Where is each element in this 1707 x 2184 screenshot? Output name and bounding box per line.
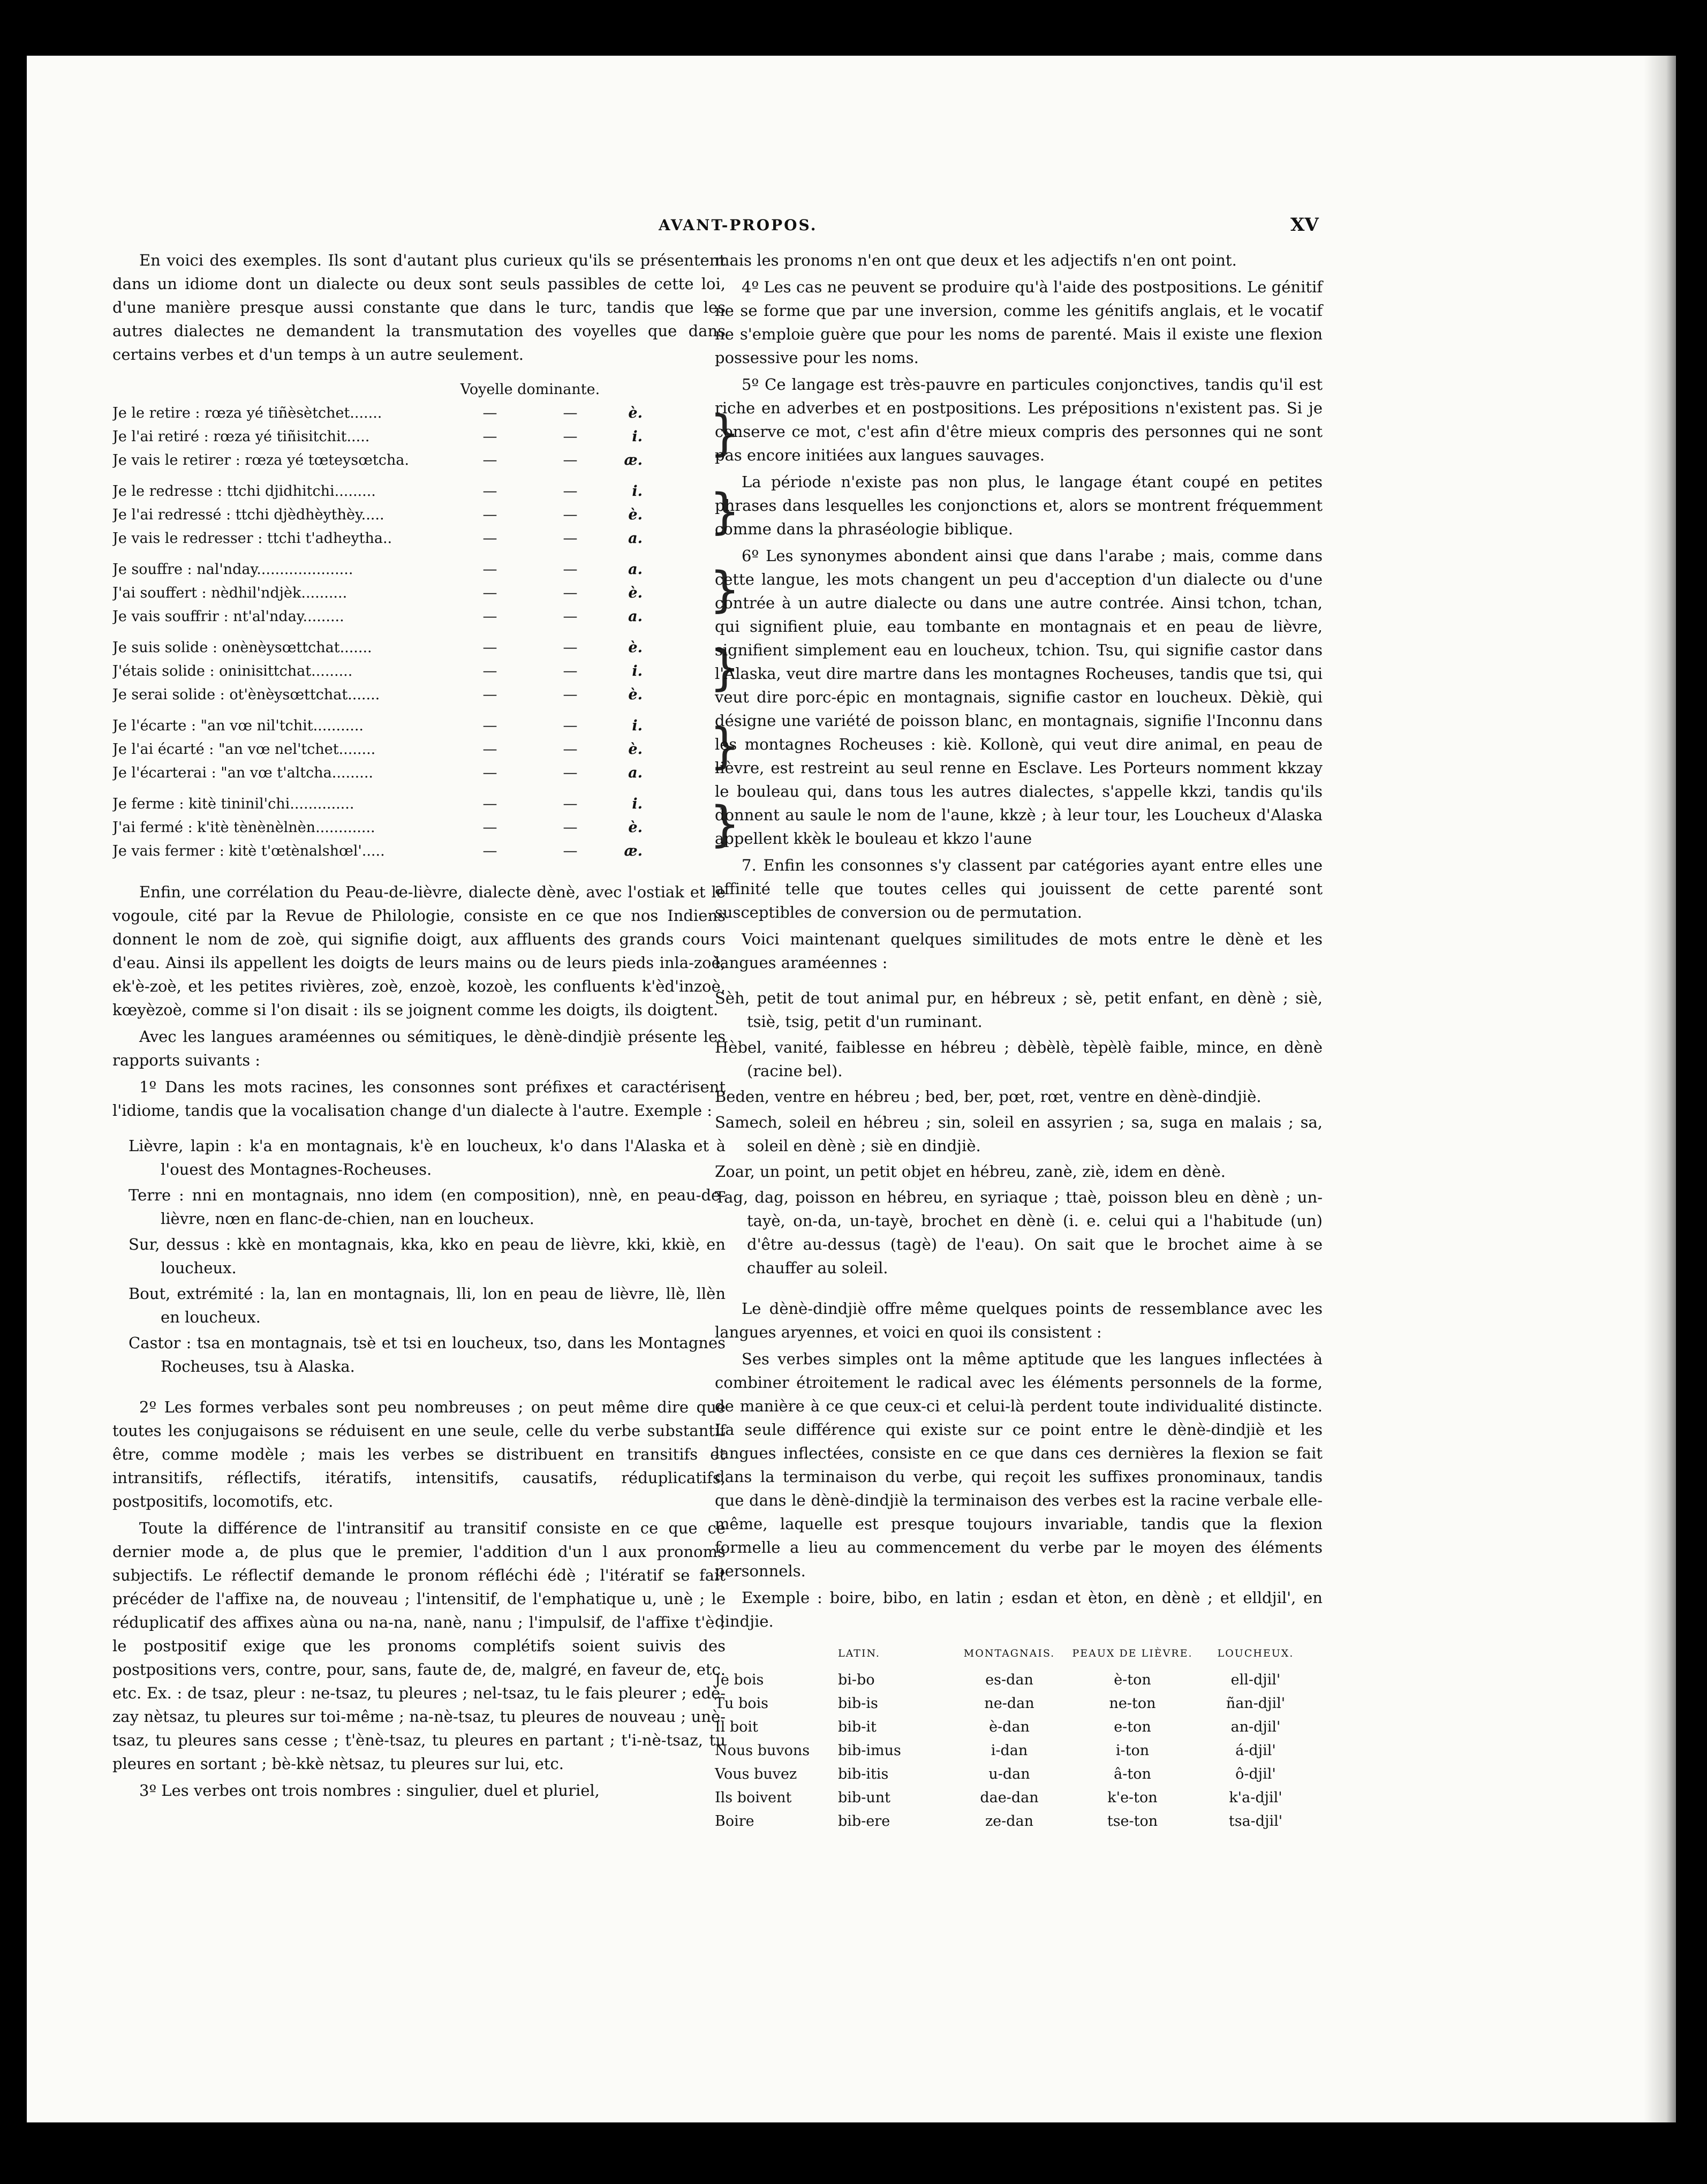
ditto-mark: — (563, 585, 578, 601)
vowel-example-line (112, 816, 709, 840)
dominant-vowel: i. (632, 663, 643, 679)
example-text: Je vais fermer : kitè t'œtènalshœl'..... (112, 843, 385, 859)
brace-mark: } (709, 640, 741, 696)
table-cell: ze-dan (985, 1813, 1034, 1830)
table-cell: Il boit (715, 1719, 758, 1735)
table-cell: Tu bois (715, 1695, 769, 1712)
table-cell: ô-djil' (1235, 1766, 1276, 1782)
similitude-entry: Sèh, petit de tout animal pur, en hébreux ; sè, petit enfant, en dènè ; siè, tsiè, tsig, petit d'un ruminant. (715, 989, 1323, 1031)
running-header (27, 216, 1676, 248)
brace-mark: } (709, 796, 741, 852)
dominant-vowel: i. (632, 717, 643, 734)
vowel-example-line (112, 581, 709, 605)
table-cell: Vous buvez (715, 1766, 797, 1782)
lexicon-entry: Sur, dessus : kkè en montagnais, kka, kko en peau de lièvre, kki, kkiè, en loucheux. (129, 1235, 726, 1277)
table-header-cell (715, 1642, 838, 1668)
dominant-vowel: æ. (624, 452, 643, 468)
similitude-entry: Hèbel, vanité, faiblesse en hébreu ; dèbèlè, tèpèlè faible, mince, en dènè (racine bel). (715, 1038, 1323, 1080)
table-cell: an-djil' (1230, 1719, 1281, 1735)
brace-mark: } (709, 483, 741, 540)
example-text: Je vais le retirer : rœza yé tœteysœtcha. (112, 452, 409, 468)
example-text: Je serai solide : ot'ènèysœttchat....... (112, 686, 380, 703)
table-cell: ell-djil' (1230, 1672, 1281, 1688)
dominant-vowel: è. (628, 741, 643, 758)
example-text: Je l'ai écarté : "an vœ nel'tchet........ (112, 741, 376, 758)
right-column (715, 248, 1323, 1833)
ditto-mark: — (482, 741, 497, 758)
table-cell: Je bois (715, 1672, 764, 1688)
vowel-group (112, 636, 741, 707)
table-cell: bib-unt (838, 1789, 890, 1806)
periode-paragraph: La période n'existe pas non plus, le langage étant coupé en petites phrases dans lesquelles les conjonctions et, alors se montrent fréquemment comme dans la phraséologie biblique. (715, 473, 1323, 538)
vowel-group (112, 714, 741, 785)
table-cell: ne-dan (984, 1695, 1034, 1712)
vowel-example-line (112, 449, 709, 472)
lexicon-list (112, 1134, 726, 1378)
example-text: Je l'ai redressé : ttchi djèdhèythèy..... (112, 507, 384, 523)
ditto-mark: — (482, 561, 497, 578)
similitudes-list (715, 986, 1323, 1280)
table-cell: es-dan (985, 1672, 1033, 1688)
point-3-paragraph: 3º Les verbes ont trois nombres : singulier, duel et pluriel, (139, 1781, 600, 1800)
dominant-vowel: a. (628, 530, 643, 547)
table-cell: k'a-djil' (1229, 1789, 1282, 1806)
similitude-entry: Beden, ventre en hébreu ; bed, ber, pœt, rœt, ventre en dènè-dindjiè. (715, 1087, 1262, 1106)
ditto-mark: — (563, 507, 578, 523)
dominant-vowel: a. (628, 765, 643, 781)
table-cell: Boire (715, 1813, 754, 1830)
example-paragraph: Exemple : boire, bibo, en latin ; esdan et èton, en dènè ; et elldjil', en dindjie. (715, 1589, 1323, 1630)
dominant-vowel: è. (628, 405, 643, 421)
table-cell: á-djil' (1235, 1742, 1276, 1759)
vowel-example-line (112, 605, 709, 629)
ditto-mark: — (563, 717, 578, 734)
similitudes-intro: Voici maintenant quelques similitudes de mots entre le dènè et les langues araméennes : (715, 930, 1323, 972)
vowel-example-line (112, 558, 709, 581)
ditto-mark: — (563, 530, 578, 547)
intro-paragraph: En voici des exemples. Ils sont d'autant plus curieux qu'ils se présentent dans un idiome dont un dialecte ou deux sont seuls passibles de cette loi, d'une manière presque aussi constante que dans le turc, tandis que les autres dialectes ne demandent la transmutation des voyelles que dans certains verbes et d'un temps à un autre seulement. (112, 251, 726, 364)
vowel-header-row (112, 378, 726, 402)
example-text: Je le redresse : ttchi djidhitchi......... (112, 483, 376, 500)
dominant-vowel: è. (628, 507, 643, 523)
table-header-cell: MONTAGNAIS. (963, 1648, 1055, 1659)
ditto-mark: — (563, 405, 578, 421)
vowel-example-line (112, 503, 709, 527)
dominant-vowel: è. (628, 686, 643, 703)
page-number: XV (1290, 214, 1319, 236)
vowel-group-lines (112, 480, 709, 550)
vowel-group-lines (112, 558, 709, 629)
similitude-entry: Tag, dag, poisson en hébreu, en syriaque ; ttaè, poisson bleu en dènè ; un-tayè, on-da, un-tayè, brochet en dènè (i. e. celui qui a l'habitude (un) d'être au-dessus (tagè) de l'eau). On sait que le brochet aime à se chauffer au soleil. (715, 1188, 1323, 1277)
ditto-mark: — (563, 819, 578, 836)
ditto-mark: — (563, 741, 578, 758)
lexicon-entry: Castor : tsa en montagnais, tsè et tsi en loucheux, tso, dans les Montagnes Rocheuses, tsu à Alaska. (129, 1334, 726, 1376)
ditto-mark: — (482, 483, 497, 500)
table-cell: i-ton (1115, 1742, 1150, 1759)
table-row (715, 1739, 1323, 1763)
dominant-vowel: i. (632, 483, 643, 500)
ditto-mark: — (482, 507, 497, 523)
ditto-mark: — (482, 819, 497, 836)
table-cell: bib-itis (838, 1766, 889, 1782)
ditto-mark: — (563, 639, 578, 656)
table-cell: è-ton (1114, 1672, 1151, 1688)
example-text: Je souffre : nal'nday..................... (112, 561, 353, 578)
vowel-group (112, 792, 741, 863)
table-cell: bib-is (838, 1695, 878, 1712)
vowel-group-lines (112, 402, 709, 472)
table-cell: bib-imus (838, 1742, 901, 1759)
dominant-vowel: è. (628, 639, 643, 656)
ditto-mark: — (482, 639, 497, 656)
vowel-example-line (112, 636, 709, 660)
ditto-mark: — (563, 428, 578, 445)
ditto-mark: — (482, 686, 497, 703)
vowel-example-line (112, 660, 709, 683)
table-header-row (715, 1642, 1323, 1668)
vowel-group-lines (112, 792, 709, 863)
verbs-paragraph: Ses verbes simples ont la même aptitude que les langues inflectées à combiner étroitement le radical avec les éléments personnels de la forme, de manière à ce que ceux-ci et celui-là perdent toute individualité distincte. La seule différence qui existe sur ce point entre le dènè-dindjiè et les langues inflectées, consiste en ce que dans ces dernières la flexion se fait dans la terminaison du verbe, qui reçoit les suffixes pronominaux, tandis que dans le dènè-dindjiè la terminaison des verbes est la racine verbale elle-même, laquelle est presque toujours invariable, tandis que la flexion formelle a lieu au commencement du verbe par le moyen des éléments personnels. (715, 1350, 1323, 1580)
ditto-mark: — (482, 428, 497, 445)
ditto-mark: — (563, 686, 578, 703)
scanned-page (27, 56, 1676, 2122)
vowel-example-line (112, 714, 709, 738)
ditto-mark: — (563, 483, 578, 500)
example-text: Je ferme : kitè tininil'chi.............. (112, 796, 354, 812)
lexicon-entry: Bout, extrémité : la, lan en montagnais, lli, lon en peau de lièvre, llè, llèn en loucheux. (129, 1284, 726, 1326)
table-cell: ñan-djil' (1226, 1695, 1286, 1712)
ditto-mark: — (563, 663, 578, 679)
table-cell: ne-ton (1109, 1695, 1156, 1712)
vowel-example-line (112, 840, 709, 863)
example-text: Je le retire : rœza yé tiñèsètchet....... (112, 405, 382, 421)
point-4-paragraph: 4º Les cas ne peuvent se produire qu'à l'aide des postpositions. Le génitif ne se forme que par une inversion, comme les génitifs anglais, et le vocatif ne s'emploie guère que pour les noms de parenté. Mais il existe une flexion possessive pour les noms. (715, 278, 1323, 367)
ditto-mark: — (482, 405, 497, 421)
dominant-vowel: i. (632, 796, 643, 812)
brace-mark: } (709, 562, 741, 618)
conjugation-table (715, 1642, 1323, 1833)
table-header-cell: LOUCHEUX. (1217, 1648, 1294, 1659)
table-header-cell: LATIN. (838, 1648, 880, 1659)
table-cell: tse-ton (1107, 1813, 1158, 1830)
dominant-vowel: a. (628, 561, 643, 578)
example-text: J'ai souffert : nèdhil'ndjèk.......... (112, 585, 348, 601)
similitude-entry: Samech, soleil en hébreu ; sin, soleil en assyrien ; sa, suga en malais ; sa, soleil en dènè ; siè en dindjiè. (715, 1113, 1323, 1155)
table-cell: bib-it (838, 1719, 877, 1735)
lexicon-entry: Lièvre, lapin : k'a en montagnais, k'è en loucheux, k'o dans l'Alaska et à l'ouest des Montagnes-Rocheuses. (129, 1137, 726, 1178)
header-title: AVANT-PROPOS. (659, 216, 818, 234)
point-7-paragraph: 7. Enfin les consonnes s'y classent par catégories ayant entre elles une affinité telle que toutes celles qui jouissent de cette parenté sont susceptibles de conversion ou de permutation. (715, 856, 1323, 921)
dominant-vowel: i. (632, 428, 643, 445)
dominant-vowel: a. (628, 608, 643, 625)
dominant-vowel: æ. (624, 843, 643, 859)
enfin-paragraph: Enfin, une corrélation du Peau-de-lièvre, dialecte dènè, avec l'ostiak et le vogoule, cité par la Revue de Philologie, consiste en ce que nos Indiens donnent le nom de zoè, qui signifie doigt, aux affluents des grands cours d'eau. Ainsi ils appellent les doigts de leurs mains ou de leurs pieds inla-zoè, ek'è-zoè, et les petites rivières, zoè, enzoè, kozoè, les confluents k'èd'inzoè, kœyèzoè, comme si l'on disait : ils se joignent comme les doigts, ils doigtent. (112, 883, 726, 1019)
vowel-header: Voyelle dominante. (460, 381, 600, 398)
example-text: Je l'écarterai : "an vœ t'altcha......... (112, 765, 374, 781)
example-text: Je l'ai retiré : rœza yé tiñisitchit..... (112, 428, 370, 445)
ditto-mark: — (563, 452, 578, 468)
lexicon-entry: Terre : nni en montagnais, nno idem (en composition), nnè, en peau-de-lièvre, nœn en flanc-de-chien, nan en loucheux. (129, 1186, 726, 1228)
table-cell: Nous buvons (715, 1742, 810, 1759)
vowel-group (112, 480, 741, 550)
ditto-mark: — (482, 843, 497, 859)
table-cell: è-dan (989, 1719, 1030, 1735)
table-row (715, 1668, 1323, 1692)
vowel-example-line (112, 402, 709, 425)
vowel-example-line (112, 480, 709, 503)
example-text: Je vais le redresser : ttchi t'adheytha.. (112, 530, 392, 547)
table-cell: â-ton (1114, 1766, 1151, 1782)
ditto-mark: — (482, 663, 497, 679)
point-2b-paragraph: Toute la différence de l'intransitif au transitif consiste en ce que ce dernier mode a, de plus que le premier, l'addition d'un l aux pronoms subjectifs. Le réflectif demande le pronom réfléchi édè ; l'itératif se fait précéder de l'affixe na, de nouveau ; l'intensitif, de l'emphatique u, unè ; le réduplicatif des affixes aùna ou na-na, nanè, nanu ; l'impulsif, de l'affixe t'è ; le postpositif exige que les pronoms complétifs soient suivis des postpositions vers, contre, pour, sans, faute de, de, malgré, en faveur de, etc. etc. Ex. : de tsaz, pleur : ne-tsaz, tu pleures ; nel-tsaz, tu le fais pleurer ; edè-zay nètsaz, tu pleures sur toi-même ; na-nè-tsaz, tu pleures de nouveau ; unè-tsaz, tu pleures sans cesse ; t'ènè-tsaz, tu pleures en partant ; t'i-nè-tsaz, tu pleures en sortant ; bè-kkè nètsaz, tu pleures sur lui, etc. (112, 1519, 726, 1773)
ditto-mark: — (563, 843, 578, 859)
example-text: J'étais solide : oninisittchat......... (112, 663, 353, 679)
table-row (715, 1716, 1323, 1739)
ditto-mark: — (482, 796, 497, 812)
ditto-mark: — (482, 765, 497, 781)
table-cell: e-ton (1114, 1719, 1151, 1735)
ditto-mark: — (563, 796, 578, 812)
vowel-example-line (112, 761, 709, 785)
vowel-example-line (112, 792, 709, 816)
vowel-group-lines (112, 636, 709, 707)
table-row (715, 1692, 1323, 1716)
page-edge-shadow (1644, 56, 1676, 2122)
vowel-example-line (112, 683, 709, 707)
brace-mark: } (709, 718, 741, 774)
ditto-mark: — (563, 765, 578, 781)
example-text: Je suis solide : onènèysœttchat....... (112, 639, 372, 656)
similitude-entry: Zoar, un point, un petit objet en hébreu, zanè, ziè, idem en dènè. (715, 1162, 1226, 1181)
ditto-mark: — (563, 561, 578, 578)
example-text: Je l'écarte : "an vœ nil'tchit........... (112, 717, 364, 734)
table-cell: Ils boivent (715, 1789, 792, 1806)
example-text: Je vais souffrir : nt'al'nday......... (112, 608, 344, 625)
table-cell: i-dan (991, 1742, 1028, 1759)
table-cell: bib-ere (838, 1813, 890, 1830)
vowel-example-line (112, 738, 709, 761)
ditto-mark: — (563, 608, 578, 625)
point-1-paragraph: 1º Dans les mots racines, les consonnes sont préfixes et caractérisent l'idiome, tandis que la vocalisation change d'un dialecte à l'autre. Exemple : (112, 1078, 726, 1120)
vowel-group (112, 402, 741, 472)
ditto-mark: — (482, 717, 497, 734)
example-text: J'ai fermé : k'itè tènènèlnèn............. (112, 819, 375, 836)
aryan-paragraph: Le dènè-dindjiè offre même quelques points de ressemblance avec les langues aryennes, et voici en quoi ils consistent : (715, 1299, 1323, 1341)
ditto-mark: — (482, 608, 497, 625)
ditto-mark: — (482, 530, 497, 547)
point-6-paragraph: 6º Les synonymes abondent ainsi que dans l'arabe ; mais, comme dans cette langue, les mots changent un peu d'acception d'un dialecte ou d'une contrée à un autre dialecte ou dans une autre contrée. Ainsi tchon, tchan, qui signifient pluie, eau tombante en montagnais et en peau de lièvre, signifient simplement eau en loucheux, tchion. Tsu, qui signifie castor dans l'Alaska, veut dire martre dans les montagnes Rocheuses, tandis que tsi, qui veut dire porc-épic en montagnais, signifie castor en loucheux. Dèkiè, qui désigne une variété de poisson blanc, en montagnais, signifie l'Inconnu dans les montagnes Rocheuses : kiè. Kollonè, qui veut dire animal, en peau de lièvre, est restreint au seul renne en Esclave. Les Porteurs nomment kkzay le bouleau qui, dans tous les autres dialectes, s'appelle kkzi, tandis qu'ils donnent au saule le nom de l'aune, kkzè ; à leur tour, les Loucheux d'Alaska appellent kkèk le bouleau et kkzo l'aune (715, 547, 1323, 848)
table-row (715, 1786, 1323, 1810)
table-header-cell: PEAUX DE LIÈVRE. (1072, 1648, 1193, 1659)
point-2-paragraph: 2º Les formes verbales sont peu nombreuses ; on peut même dire que toutes les conjugaisons se réduisent en une seule, celle du verbe substantif être, comme modèle ; mais les verbes se distribuent en transitifs et intransitifs, réflectifs, itératifs, intensitifs, causatifs, réduplicatifs, postpositifs, locomotifs, etc. (112, 1398, 726, 1510)
ditto-mark: — (482, 585, 497, 601)
dominant-vowel: è. (628, 585, 643, 601)
point-5-paragraph: 5º Ce langage est très-pauvre en particules conjonctives, tandis qu'il est riche en adverbes et en postpositions. Les prépositions n'existent pas. Si je conserve ce mot, c'est afin d'être mieux compris des personnes qui ne sont pas encore initiées aux langues sauvages. (715, 375, 1323, 464)
brace-mark: } (709, 405, 741, 462)
table-cell: dae-dan (980, 1789, 1039, 1806)
table-cell: u-dan (988, 1766, 1030, 1782)
continuation-paragraph: mais les pronoms n'en ont que deux et les adjectifs n'en ont point. (715, 251, 1237, 269)
vowel-group (112, 558, 741, 629)
vowel-example-line (112, 425, 709, 449)
vowel-examples (112, 378, 741, 863)
table-row (715, 1810, 1323, 1833)
dominant-vowel: è. (628, 819, 643, 836)
vowel-example-line (112, 527, 709, 550)
table-cell: k'e-ton (1107, 1789, 1158, 1806)
vowel-group-lines (112, 714, 709, 785)
semitic-paragraph: Avec les langues araméennes ou sémitiques, le dènè-dindjiè présente les rapports suivants : (112, 1027, 726, 1069)
table-cell: tsa-djil' (1228, 1813, 1283, 1830)
table-row (715, 1763, 1323, 1786)
table-cell: bi-bo (838, 1672, 875, 1688)
ditto-mark: — (482, 452, 497, 468)
